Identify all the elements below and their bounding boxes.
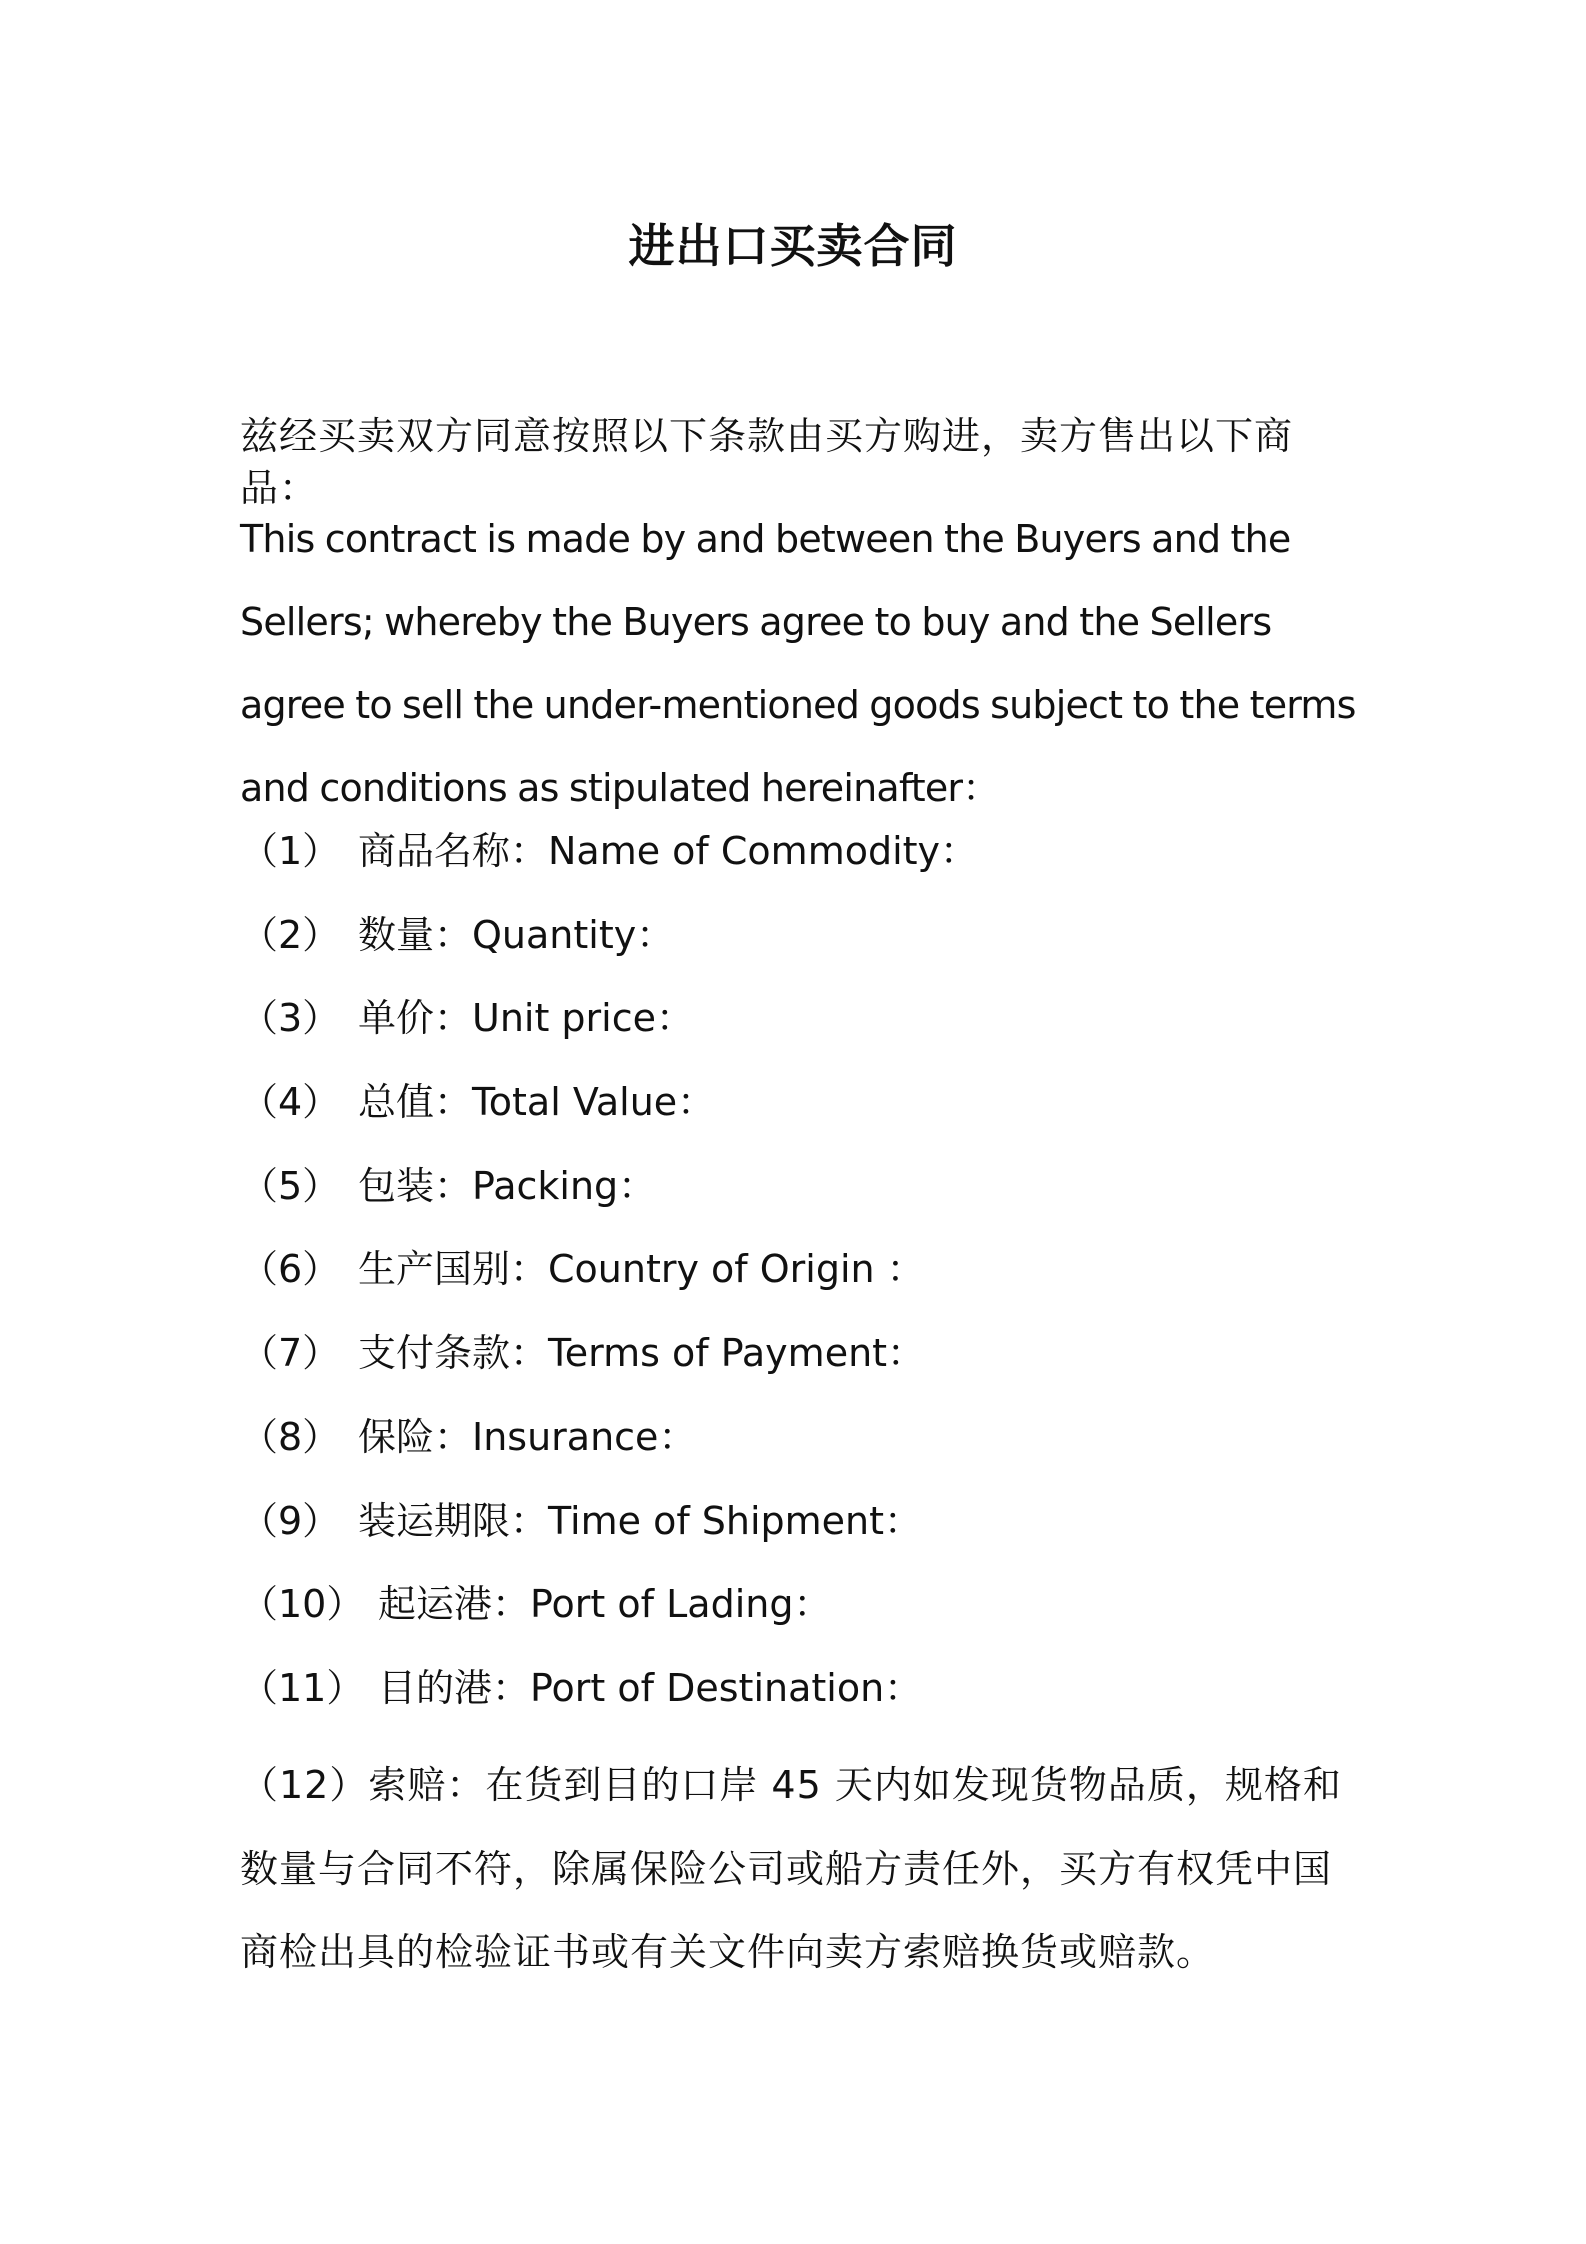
term-label: 支付条款：Terms of Payment： <box>358 1331 926 1376</box>
term-number: （6） <box>240 1247 341 1292</box>
term-label: 单价：Unit price： <box>358 996 695 1041</box>
term-label: 商品名称：Name of Commodity： <box>358 829 979 873</box>
term-label: 目的港：Port of Destination： <box>378 1665 923 1710</box>
term-number: （5） <box>240 1163 341 1208</box>
term-label: 总值：Total Value： <box>358 1080 716 1125</box>
term-item <box>240 1076 1370 1160</box>
term-label: 包装：Packing： <box>358 1163 657 1208</box>
term-label: 起运港：Port of Lading： <box>378 1582 832 1627</box>
term-number: （9） <box>240 1498 341 1543</box>
term-item <box>240 1495 1370 1579</box>
term-item <box>240 825 1370 909</box>
intro-chinese: 兹经买卖双方同意按照以下条款由买方购进，卖方售出以下商品： <box>240 414 1294 510</box>
term-item <box>240 1160 1370 1244</box>
term-number: （8） <box>240 1414 341 1459</box>
term-item <box>240 992 1370 1076</box>
term-label: 生产国别：Country of Origin ： <box>358 1247 925 1292</box>
term-label: 保险：Insurance： <box>358 1414 697 1459</box>
term-number: （1） <box>240 829 341 873</box>
terms-list <box>240 825 1370 1746</box>
term-number: （10） <box>240 1582 365 1627</box>
term-item <box>240 1662 1370 1746</box>
claim-clause: （12）索赔：在货到目的口岸 45 天内如发现货物品质，规格和数量与合同不符，除属保险公司或船方责任外，买方有权凭中国商检出具的检验证书或有关文件向卖方索赔换货或赔款。 <box>240 1763 1342 1974</box>
term-item <box>240 909 1370 993</box>
term-number: （11） <box>240 1665 365 1710</box>
term-item <box>240 1243 1370 1327</box>
term-item <box>240 1578 1370 1662</box>
intro-english: This contract is made by and between the Buyers and the Sellers; whereby the Buyers agree to buy and the Sellers agree to sell the under-mentioned goods subject to the terms and conditions as stipulated hereinafter： <box>240 517 1356 810</box>
term-number: （4） <box>240 1080 341 1125</box>
term-item <box>240 1411 1370 1495</box>
term-label: 数量：Quantity： <box>358 912 675 957</box>
term-number: （7） <box>240 1331 341 1376</box>
document-title: 进出口买卖合同 <box>628 219 958 273</box>
term-label: 装运期限：Time of Shipment： <box>358 1498 923 1543</box>
term-number: （3） <box>240 996 341 1041</box>
term-number: （2） <box>240 912 341 957</box>
term-item <box>240 1327 1370 1411</box>
